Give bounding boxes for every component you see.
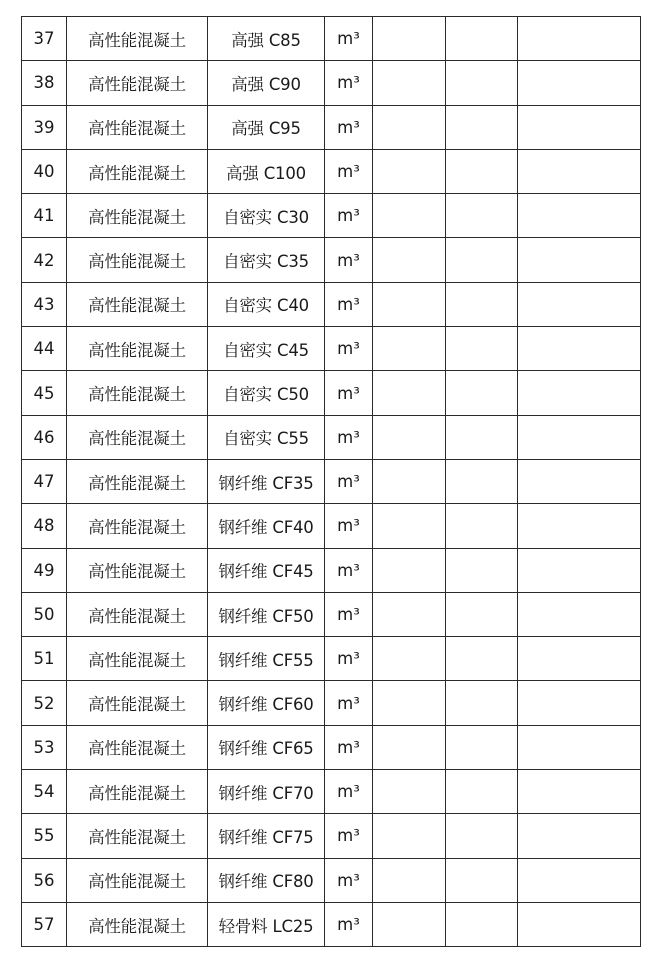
material-name-cell: 高性能混凝土	[67, 725, 208, 769]
spec-grade-cell: 高强 C85	[208, 17, 325, 61]
table-row	[22, 504, 641, 548]
blank-cell-b	[446, 61, 518, 105]
table-row	[22, 681, 641, 725]
unit-cell: m³	[325, 902, 373, 946]
spec-grade-cell: 钢纤维 CF55	[208, 637, 325, 681]
table-row	[22, 282, 641, 326]
material-name-cell: 高性能混凝土	[67, 238, 208, 282]
blank-cell-a	[373, 681, 446, 725]
material-name-cell: 高性能混凝土	[67, 548, 208, 592]
blank-cell-c	[518, 770, 641, 814]
blank-cell-a	[373, 282, 446, 326]
blank-cell-c	[518, 459, 641, 503]
unit-cell: m³	[325, 858, 373, 902]
unit-cell: m³	[325, 592, 373, 636]
material-name-cell: 高性能混凝土	[67, 459, 208, 503]
row-number-cell: 46	[22, 415, 67, 459]
material-name-cell: 高性能混凝土	[67, 858, 208, 902]
unit-cell: m³	[325, 371, 373, 415]
unit-cell: m³	[325, 327, 373, 371]
blank-cell-c	[518, 814, 641, 858]
unit-cell: m³	[325, 105, 373, 149]
blank-cell-b	[446, 415, 518, 459]
row-number-cell: 48	[22, 504, 67, 548]
blank-cell-b	[446, 282, 518, 326]
unit-cell: m³	[325, 504, 373, 548]
table-row	[22, 194, 641, 238]
spec-grade-cell: 钢纤维 CF50	[208, 592, 325, 636]
unit-cell: m³	[325, 681, 373, 725]
table-row	[22, 61, 641, 105]
table-row	[22, 105, 641, 149]
blank-cell-c	[518, 327, 641, 371]
table-row	[22, 725, 641, 769]
row-number-cell: 54	[22, 770, 67, 814]
spec-grade-cell: 钢纤维 CF65	[208, 725, 325, 769]
material-name-cell: 高性能混凝土	[67, 415, 208, 459]
table-row	[22, 548, 641, 592]
spec-grade-cell: 钢纤维 CF70	[208, 770, 325, 814]
spec-grade-cell: 自密实 C50	[208, 371, 325, 415]
blank-cell-b	[446, 504, 518, 548]
blank-cell-c	[518, 548, 641, 592]
blank-cell-a	[373, 459, 446, 503]
blank-cell-b	[446, 149, 518, 193]
blank-cell-a	[373, 105, 446, 149]
row-number-cell: 47	[22, 459, 67, 503]
blank-cell-c	[518, 415, 641, 459]
row-number-cell: 57	[22, 902, 67, 946]
blank-cell-a	[373, 548, 446, 592]
unit-cell: m³	[325, 770, 373, 814]
blank-cell-a	[373, 61, 446, 105]
table-row	[22, 371, 641, 415]
blank-cell-b	[446, 17, 518, 61]
row-number-cell: 39	[22, 105, 67, 149]
blank-cell-c	[518, 371, 641, 415]
blank-cell-b	[446, 725, 518, 769]
blank-cell-c	[518, 725, 641, 769]
row-number-cell: 43	[22, 282, 67, 326]
unit-cell: m³	[325, 548, 373, 592]
spec-grade-cell: 钢纤维 CF75	[208, 814, 325, 858]
table-row	[22, 814, 641, 858]
blank-cell-a	[373, 814, 446, 858]
blank-cell-b	[446, 902, 518, 946]
blank-cell-b	[446, 459, 518, 503]
unit-cell: m³	[325, 17, 373, 61]
unit-cell: m³	[325, 194, 373, 238]
concrete-price-table	[21, 16, 641, 947]
blank-cell-a	[373, 770, 446, 814]
table-row	[22, 902, 641, 946]
table-row	[22, 770, 641, 814]
row-number-cell: 37	[22, 17, 67, 61]
material-name-cell: 高性能混凝土	[67, 770, 208, 814]
material-name-cell: 高性能混凝土	[67, 61, 208, 105]
row-number-cell: 41	[22, 194, 67, 238]
spec-grade-cell: 自密实 C55	[208, 415, 325, 459]
blank-cell-b	[446, 194, 518, 238]
blank-cell-c	[518, 902, 641, 946]
unit-cell: m³	[325, 238, 373, 282]
blank-cell-a	[373, 415, 446, 459]
blank-cell-c	[518, 61, 641, 105]
blank-cell-c	[518, 681, 641, 725]
spec-grade-cell: 自密实 C40	[208, 282, 325, 326]
blank-cell-a	[373, 17, 446, 61]
blank-cell-a	[373, 858, 446, 902]
spec-grade-cell: 钢纤维 CF80	[208, 858, 325, 902]
unit-cell: m³	[325, 725, 373, 769]
blank-cell-c	[518, 105, 641, 149]
blank-cell-b	[446, 327, 518, 371]
row-number-cell: 51	[22, 637, 67, 681]
blank-cell-b	[446, 681, 518, 725]
spec-grade-cell: 自密实 C35	[208, 238, 325, 282]
row-number-cell: 56	[22, 858, 67, 902]
blank-cell-c	[518, 592, 641, 636]
table-row	[22, 238, 641, 282]
blank-cell-a	[373, 902, 446, 946]
material-name-cell: 高性能混凝土	[67, 17, 208, 61]
blank-cell-a	[373, 194, 446, 238]
material-name-cell: 高性能混凝土	[67, 637, 208, 681]
blank-cell-b	[446, 238, 518, 282]
spec-grade-cell: 高强 C100	[208, 149, 325, 193]
table-body	[22, 17, 641, 947]
material-name-cell: 高性能混凝土	[67, 105, 208, 149]
spec-grade-cell: 自密实 C30	[208, 194, 325, 238]
table-row	[22, 149, 641, 193]
unit-cell: m³	[325, 282, 373, 326]
blank-cell-c	[518, 637, 641, 681]
unit-cell: m³	[325, 415, 373, 459]
row-number-cell: 38	[22, 61, 67, 105]
row-number-cell: 55	[22, 814, 67, 858]
blank-cell-b	[446, 858, 518, 902]
blank-cell-a	[373, 149, 446, 193]
table-row	[22, 415, 641, 459]
table-row	[22, 327, 641, 371]
blank-cell-b	[446, 548, 518, 592]
spec-grade-cell: 钢纤维 CF45	[208, 548, 325, 592]
row-number-cell: 49	[22, 548, 67, 592]
table-row	[22, 858, 641, 902]
spec-grade-cell: 高强 C90	[208, 61, 325, 105]
blank-cell-b	[446, 637, 518, 681]
material-name-cell: 高性能混凝土	[67, 592, 208, 636]
blank-cell-c	[518, 149, 641, 193]
material-name-cell: 高性能混凝土	[67, 902, 208, 946]
row-number-cell: 52	[22, 681, 67, 725]
material-name-cell: 高性能混凝土	[67, 814, 208, 858]
table-row	[22, 637, 641, 681]
row-number-cell: 40	[22, 149, 67, 193]
table-row	[22, 17, 641, 61]
row-number-cell: 42	[22, 238, 67, 282]
unit-cell: m³	[325, 814, 373, 858]
row-number-cell: 44	[22, 327, 67, 371]
blank-cell-a	[373, 592, 446, 636]
spec-grade-cell: 钢纤维 CF35	[208, 459, 325, 503]
material-name-cell: 高性能混凝土	[67, 371, 208, 415]
blank-cell-c	[518, 194, 641, 238]
material-name-cell: 高性能混凝土	[67, 327, 208, 371]
blank-cell-b	[446, 770, 518, 814]
unit-cell: m³	[325, 61, 373, 105]
spec-grade-cell: 自密实 C45	[208, 327, 325, 371]
material-name-cell: 高性能混凝土	[67, 282, 208, 326]
blank-cell-a	[373, 371, 446, 415]
blank-cell-c	[518, 238, 641, 282]
blank-cell-a	[373, 637, 446, 681]
table-row	[22, 459, 641, 503]
blank-cell-b	[446, 371, 518, 415]
blank-cell-c	[518, 858, 641, 902]
spec-grade-cell: 轻骨料 LC25	[208, 902, 325, 946]
material-name-cell: 高性能混凝土	[67, 681, 208, 725]
spec-grade-cell: 钢纤维 CF40	[208, 504, 325, 548]
blank-cell-b	[446, 592, 518, 636]
unit-cell: m³	[325, 149, 373, 193]
unit-cell: m³	[325, 459, 373, 503]
blank-cell-a	[373, 725, 446, 769]
blank-cell-a	[373, 327, 446, 371]
material-name-cell: 高性能混凝土	[67, 504, 208, 548]
blank-cell-a	[373, 238, 446, 282]
spec-grade-cell: 钢纤维 CF60	[208, 681, 325, 725]
unit-cell: m³	[325, 637, 373, 681]
row-number-cell: 45	[22, 371, 67, 415]
blank-cell-c	[518, 282, 641, 326]
spec-grade-cell: 高强 C95	[208, 105, 325, 149]
material-name-cell: 高性能混凝土	[67, 149, 208, 193]
blank-cell-c	[518, 17, 641, 61]
row-number-cell: 50	[22, 592, 67, 636]
blank-cell-a	[373, 504, 446, 548]
material-name-cell: 高性能混凝土	[67, 194, 208, 238]
row-number-cell: 53	[22, 725, 67, 769]
table-row	[22, 592, 641, 636]
blank-cell-b	[446, 814, 518, 858]
blank-cell-c	[518, 504, 641, 548]
blank-cell-b	[446, 105, 518, 149]
